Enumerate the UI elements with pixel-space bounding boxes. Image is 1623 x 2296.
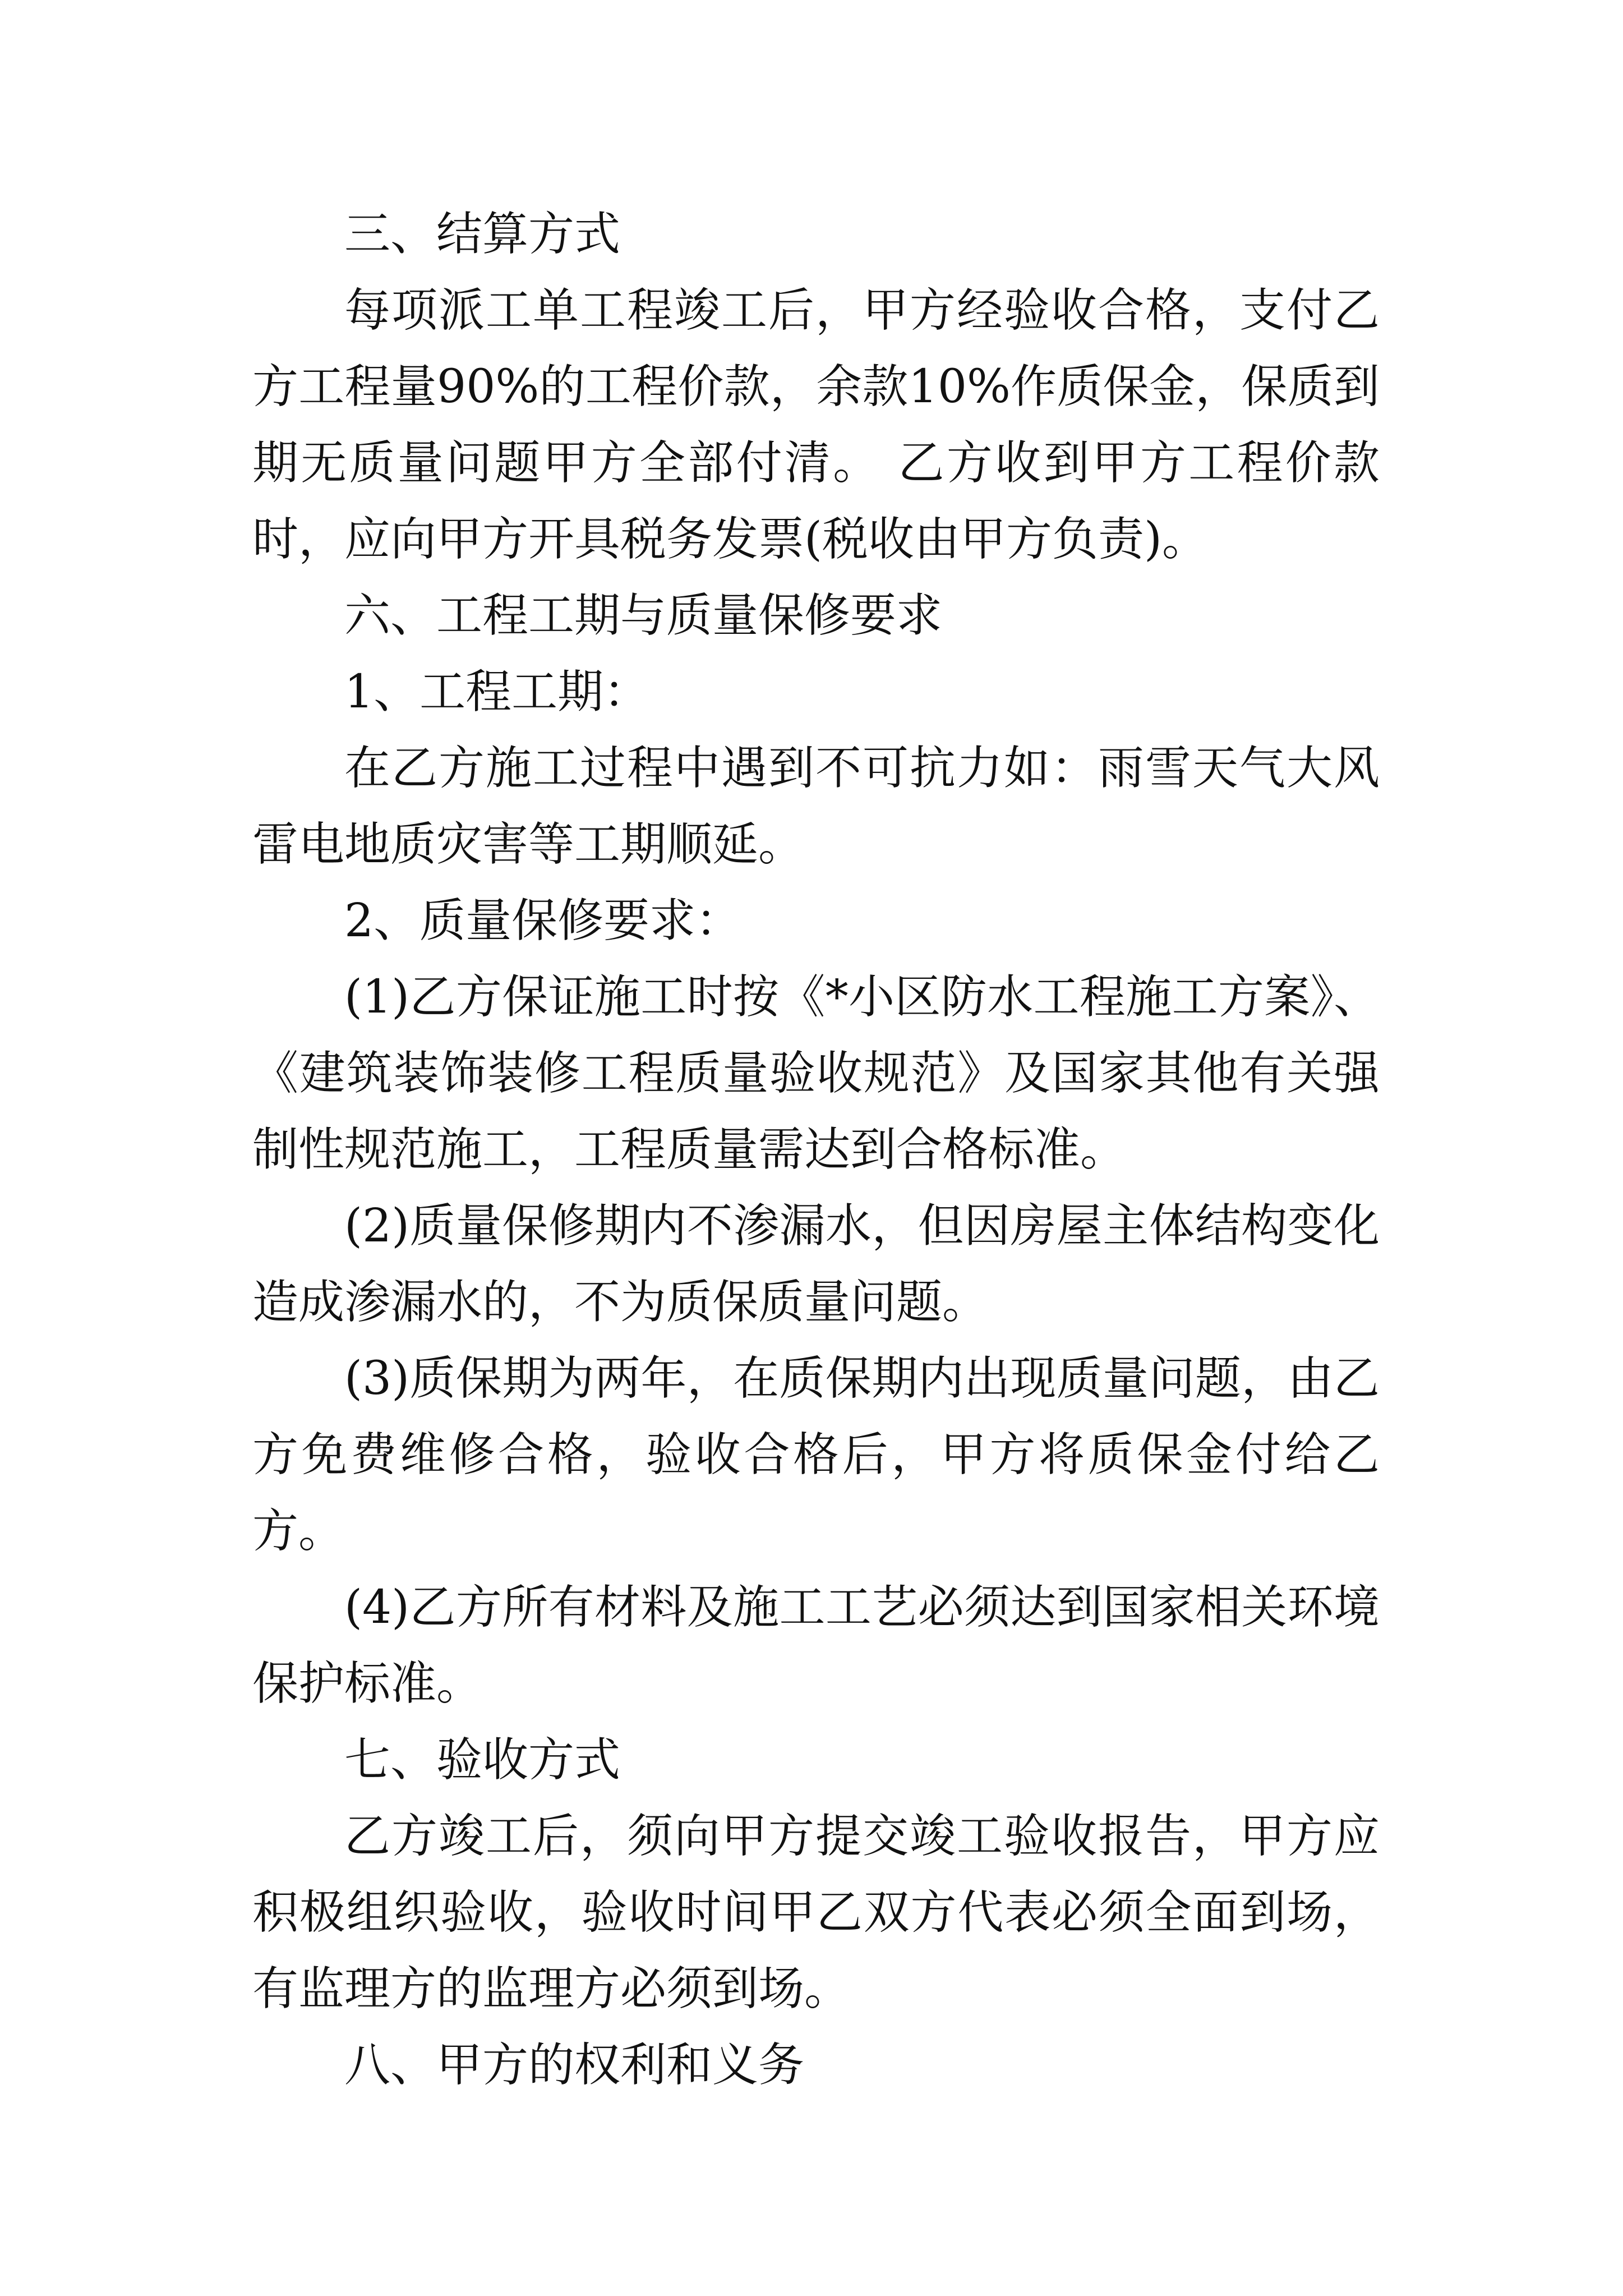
section-heading-settlement: 三、结算方式 — [344, 208, 621, 261]
section-heading-acceptance: 七、验收方式 — [344, 1733, 621, 1787]
subheading-warranty: 2、质量保修要求： — [344, 894, 742, 947]
section-heading-party-a-rights: 八、甲方的权利和义务 — [344, 2039, 805, 2092]
paragraph-acceptance: 乙方竣工后，须向甲方提交竣工验收报告，甲方应积极组织验收，验收时间甲乙双方代表必须全面到场，有监理方的监理方必须到场。 — [252, 1810, 1380, 2016]
warranty-item-1: (1)乙方保证施工时按《*小区防水工程施工方案》、《建筑装饰装修工程质量验收规范》及国家其他有关强制性规范施工，工程质量需达到合格标准。 — [252, 970, 1380, 1176]
subheading-schedule: 1、工程工期： — [344, 665, 650, 719]
warranty-item-4: (4)乙方所有材料及施工工艺必须达到国家相关环境保护标准。 — [252, 1581, 1380, 1710]
warranty-item-2: (2)质量保修期内不渗漏水，但因房屋主体结构变化造成渗漏水的，不为质保质量问题。 — [252, 1199, 1380, 1329]
paragraph-schedule: 在乙方施工过程中遇到不可抗力如：雨雪天气大风雷电地质灾害等工期顺延。 — [252, 742, 1380, 871]
paragraph-settlement-terms: 每项派工单工程竣工后，甲方经验收合格，支付乙方工程量90%的工程价款，余款10%作质保金，保质到期无质量问题甲方全部付清。 乙方收到甲方工程价款时，应向甲方开具税务发票(税收由甲方负责)。 — [252, 284, 1380, 566]
section-heading-schedule-warranty: 六、工程工期与质量保修要求 — [344, 589, 943, 642]
warranty-item-3: (3)质保期为两年，在质保期内出现质量问题，由乙方免费维修合格，验收合格后，甲方将质保金付给乙方。 — [252, 1352, 1380, 1558]
document-body — [252, 196, 1380, 2104]
